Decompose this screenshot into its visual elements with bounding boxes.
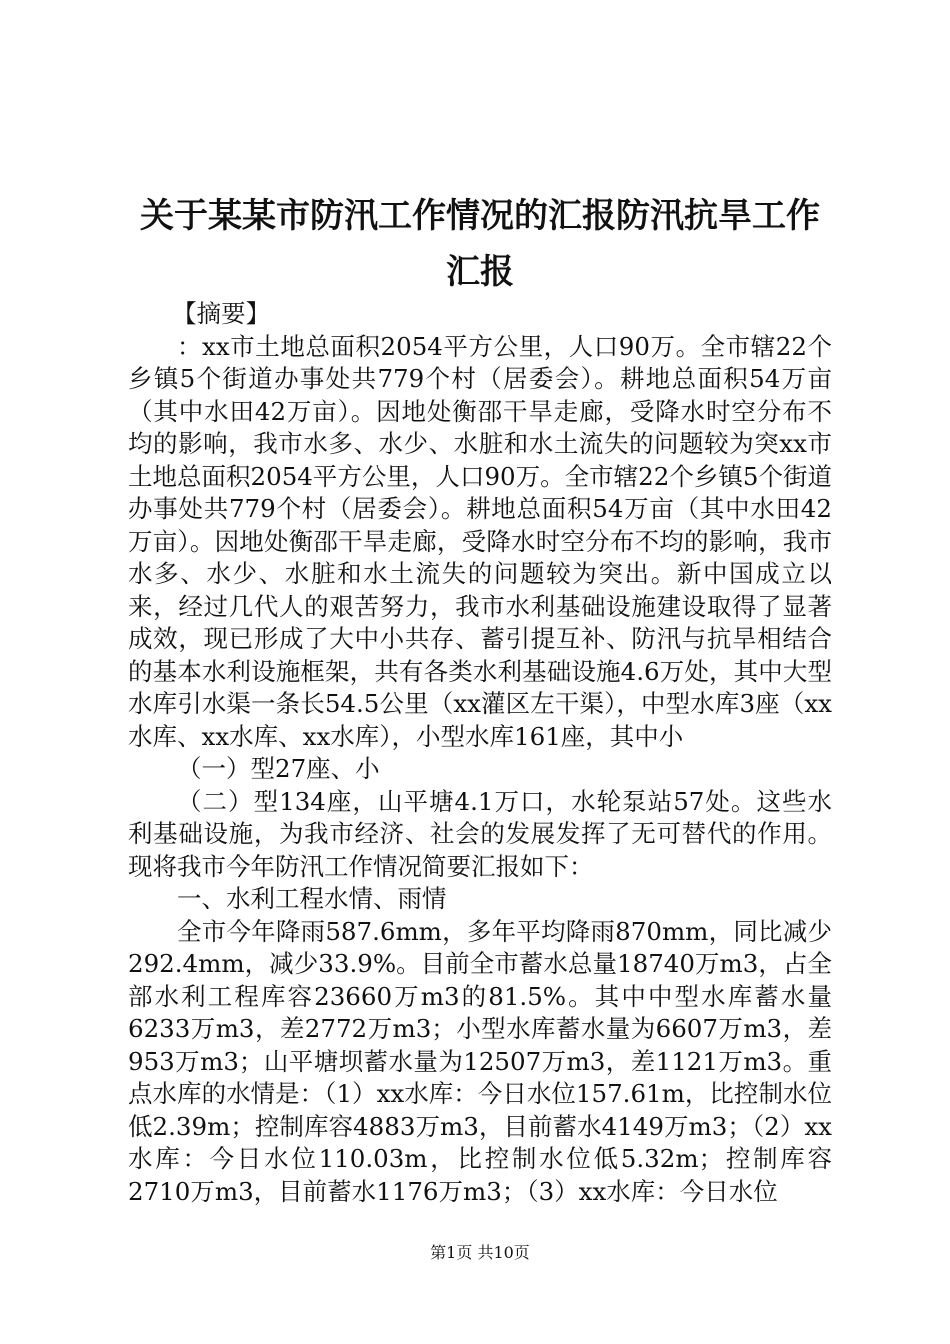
document-page	[128, 0, 832, 1344]
section-heading: 一、水利工程水情、雨情	[177, 884, 447, 913]
abstract-heading: 【摘要】	[172, 299, 271, 328]
document-body	[128, 298, 832, 1208]
document-title: 关于某某市防汛工作情况的汇报防汛抗旱工作汇报	[140, 196, 820, 292]
paragraph: （一）型27座、小	[177, 754, 380, 783]
page-number-footer: 第1页 共10页	[430, 1243, 530, 1262]
paragraph: ：xx市土地总面积2054平方公里，人口90万。全市辖22个乡镇5个街道办事处共779个村（居委会）。耕地总面积54万亩（其中水田42万亩）。因地处衡邵干旱走廊，受降水时空分布不均的影响，我市水多、水少、水脏和水土流失的问题较为突xx市土地总面积2054平方公里，人口90万。全市辖22个乡镇5个街道办事处共779个村（居委会）。耕地总面积54万亩（其中水田42万亩）。因地处衡邵干旱走廊，受降水时空分布不均的影响，我市水多、水少、水脏和水土流失的问题较为突出。新中国成立以来，经过几代人的艰苦努力，我市水利基础设施建设取得了显著成效，现已形成了大中小共存、蓄引提互补、防汛与抗旱相结合的基本水利设施框架，共有各类水利基础设施4.6万处，其中大型水库引水渠一条长54.5公里（xx灌区左干渠），中型水库3座（xx水库、xx水库、xx水库），小型水库161座，其中小	[128, 331, 832, 751]
paragraph: 全市今年降雨587.6mm，多年平均降雨870mm，同比减少292.4mm，减少33.9%。目前全市蓄水总量18740万m3，占全部水利工程库容23660万m3的81.5%。其中中型水库蓄水量6233万m3，差2772万m3；小型水库蓄水量为6607万m3，差953万m3；山平塘坝蓄水量为12507万m3，差1121万m3。重点水库的水情是：（1）xx水库：今日水位157.61m，比控制水位低2.39m；控制库容4883万m3，目前蓄水4149万m3；（2）xx水库：今日水位110.03m，比控制水位低5.32m；控制库容2710万m3，目前蓄水1176万m3；（3）xx水库：今日水位	[128, 916, 832, 1206]
paragraph: （二）型134座，山平塘4.1万口，水轮泵站57处。这些水利基础设施，为我市经济、社会的发展发挥了无可替代的作用。现将我市今年防汛工作情况简要汇报如下：	[128, 786, 832, 881]
